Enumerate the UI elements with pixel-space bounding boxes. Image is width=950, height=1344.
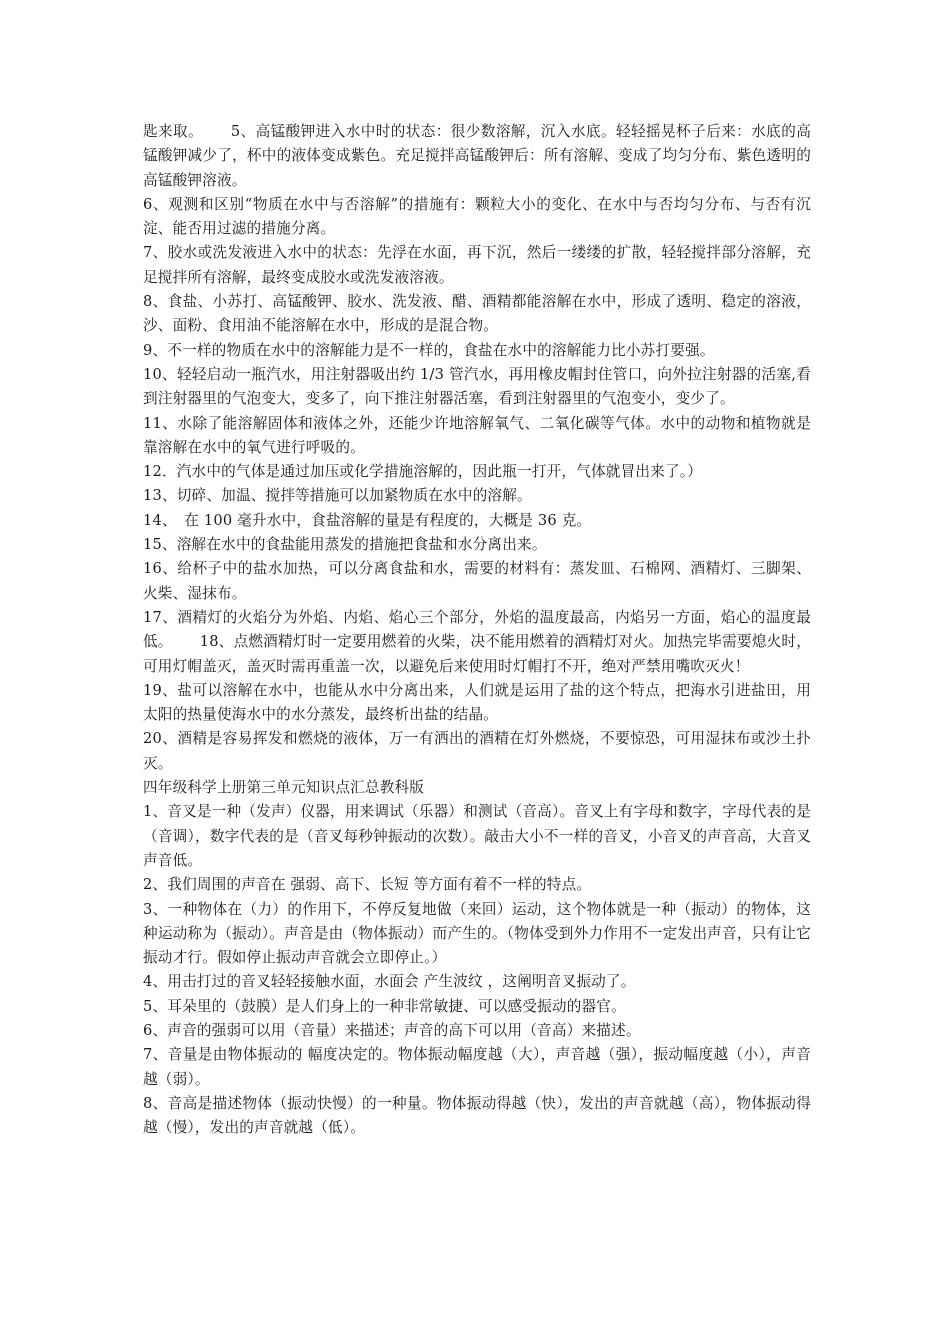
paragraph: 3、一种物体在（力）的作用下，不停反复地做（来回）运动，这个物体就是一种（振动）的物体，这种运动称为（振动）。声音是由（物体振动）而产生的。（物体受到外力作用不一定发出声音，只有让它振动才行。假如停止振动声音就会立即停止。）	[143, 900, 811, 967]
paragraph: 7、音量是由物体振动的 幅度决定的。物体振动幅度越（大），声音越（强），振动幅度越（小），声音越（弱）。	[143, 1046, 811, 1088]
paragraph: 13、切碎、加温、搅拌等措施可以加紧物质在水中的溶解。	[143, 487, 532, 505]
document-body	[143, 120, 811, 1140]
paragraph: 2、我们周围的声音在 强弱、高下、长短 等方面有着不一样的特点。	[143, 876, 592, 894]
paragraph: 8、音高是描述物体（振动快慢）的一种量。物体振动得越（快），发出的声音就越（高），物体振动得越（慢），发出的声音就越（低）。	[143, 1094, 811, 1137]
paragraph: 10、轻轻启动一瓶汽水，用注射器吸出约 1/3 管汽水，再用橡皮帽封住管口，向外拉注射器的活塞,看到注射器里的气泡变大，变多了，向下推注射器活塞，看到注射器里的气泡变小，变少了。	[143, 365, 811, 408]
paragraph: 9、不一样的物质在水中的溶解能力是不一样的，食盐在水中的溶解能力比小苏打要强。	[143, 341, 715, 359]
paragraph: 6、观测和区别“物质在水中与否溶解”的措施有：颗粒大小的变化、在水中与否均匀分布、与否有沉淀、能否用过滤的措施分离。	[143, 195, 811, 238]
paragraph: 20、酒精是容易挥发和燃烧的液体，万一有洒出的酒精在灯外燃烧，不要惊恐，可用湿抹布或沙土扑灭。	[143, 730, 811, 772]
paragraph: 15、溶解在水中的食盐能用蒸发的措施把食盐和水分离出来。	[143, 536, 547, 554]
section-heading: 四年级科学上册第三单元知识点汇总教科版	[143, 779, 425, 797]
paragraph: 17、酒精灯的火焰分为外焰、内焰、焰心三个部分，外焰的温度最高，内焰另一方面，焰心的温度最低。 18、点燃酒精灯时一定要用燃着的火柴，决不能用燃着的酒精灯对火。加热完毕需要熄火时，可用灯帽盖灭，盖灭时需再重盖一次，以避免后来使用时灯帽打不开，绝对严禁用嘴吹灭火！	[143, 608, 811, 675]
paragraph: 12．汽水中的气体是通过加压或化学措施溶解的，因此瓶一打开，气体就冒出来了。）	[143, 463, 703, 481]
paragraph: 8、食盐、小苏打、高锰酸钾、胶水、洗发液、醋、酒精都能溶解在水中，形成了透明、稳定的溶液，沙、面粉、食用油不能溶解在水中，形成的是混合物。	[143, 293, 811, 335]
paragraph: 7、胶水或洗发液进入水中的状态：先浮在水面，再下沉，然后一缕缕的扩散，轻轻搅拌部分溶解，充足搅拌所有溶解，最终变成胶水或洗发液溶液。	[143, 244, 811, 286]
paragraph: 14、 在 100 毫升水中，食盐溶解的量是有程度的，大概是 36 克。	[143, 511, 592, 529]
paragraph: 5、耳朵里的（鼓膜）是人们身上的一种非常敏捷、可以感受振动的器官。	[143, 997, 626, 1015]
paragraph: 1、音叉是一种（发声）仪器，用来调试（乐器）和测试（音高）。音叉上有字母和数字，字母代表的是（音调），数字代表的是（音叉每秒钟振动的次数）。敲击大小不一样的音叉，小音叉的声音高，大音叉声音低。	[143, 803, 811, 869]
paragraph: 匙来取。 5、高锰酸钾进入水中时的状态：很少数溶解，沉入水底。轻轻摇晃杯子后来：水底的高锰酸钾减少了，杯中的液体变成紫色。充足搅拌高锰酸钾后：所有溶解、变成了均匀分布、紫色透明的高锰酸钾溶液。	[143, 123, 811, 189]
paragraph: 11、水除了能溶解固体和液体之外，还能少许地溶解氧气、二氧化碳等气体。水中的动物和植物就是靠溶解在水中的氧气进行呼吸的。	[143, 414, 811, 456]
paragraph: 16、给杯子中的盐水加热，可以分离食盐和水，需要的材料有：蒸发皿、石棉网、酒精灯、三脚架、火柴、湿抹布。	[143, 560, 811, 602]
paragraph: 4、用击打过的音叉轻轻接触水面，水面会 产生波纹 ，这阐明音叉振动了。	[143, 973, 636, 991]
paragraph: 19、盐可以溶解在水中，也能从水中分离出来，人们就是运用了盐的这个特点，把海水引进盐田，用太阳的热量使海水中的水分蒸发，最终析出盐的结晶。	[143, 681, 811, 724]
paragraph: 6、声音的强弱可以用（音量）来描述；声音的高下可以用（音高）来描述。	[143, 1021, 641, 1039]
